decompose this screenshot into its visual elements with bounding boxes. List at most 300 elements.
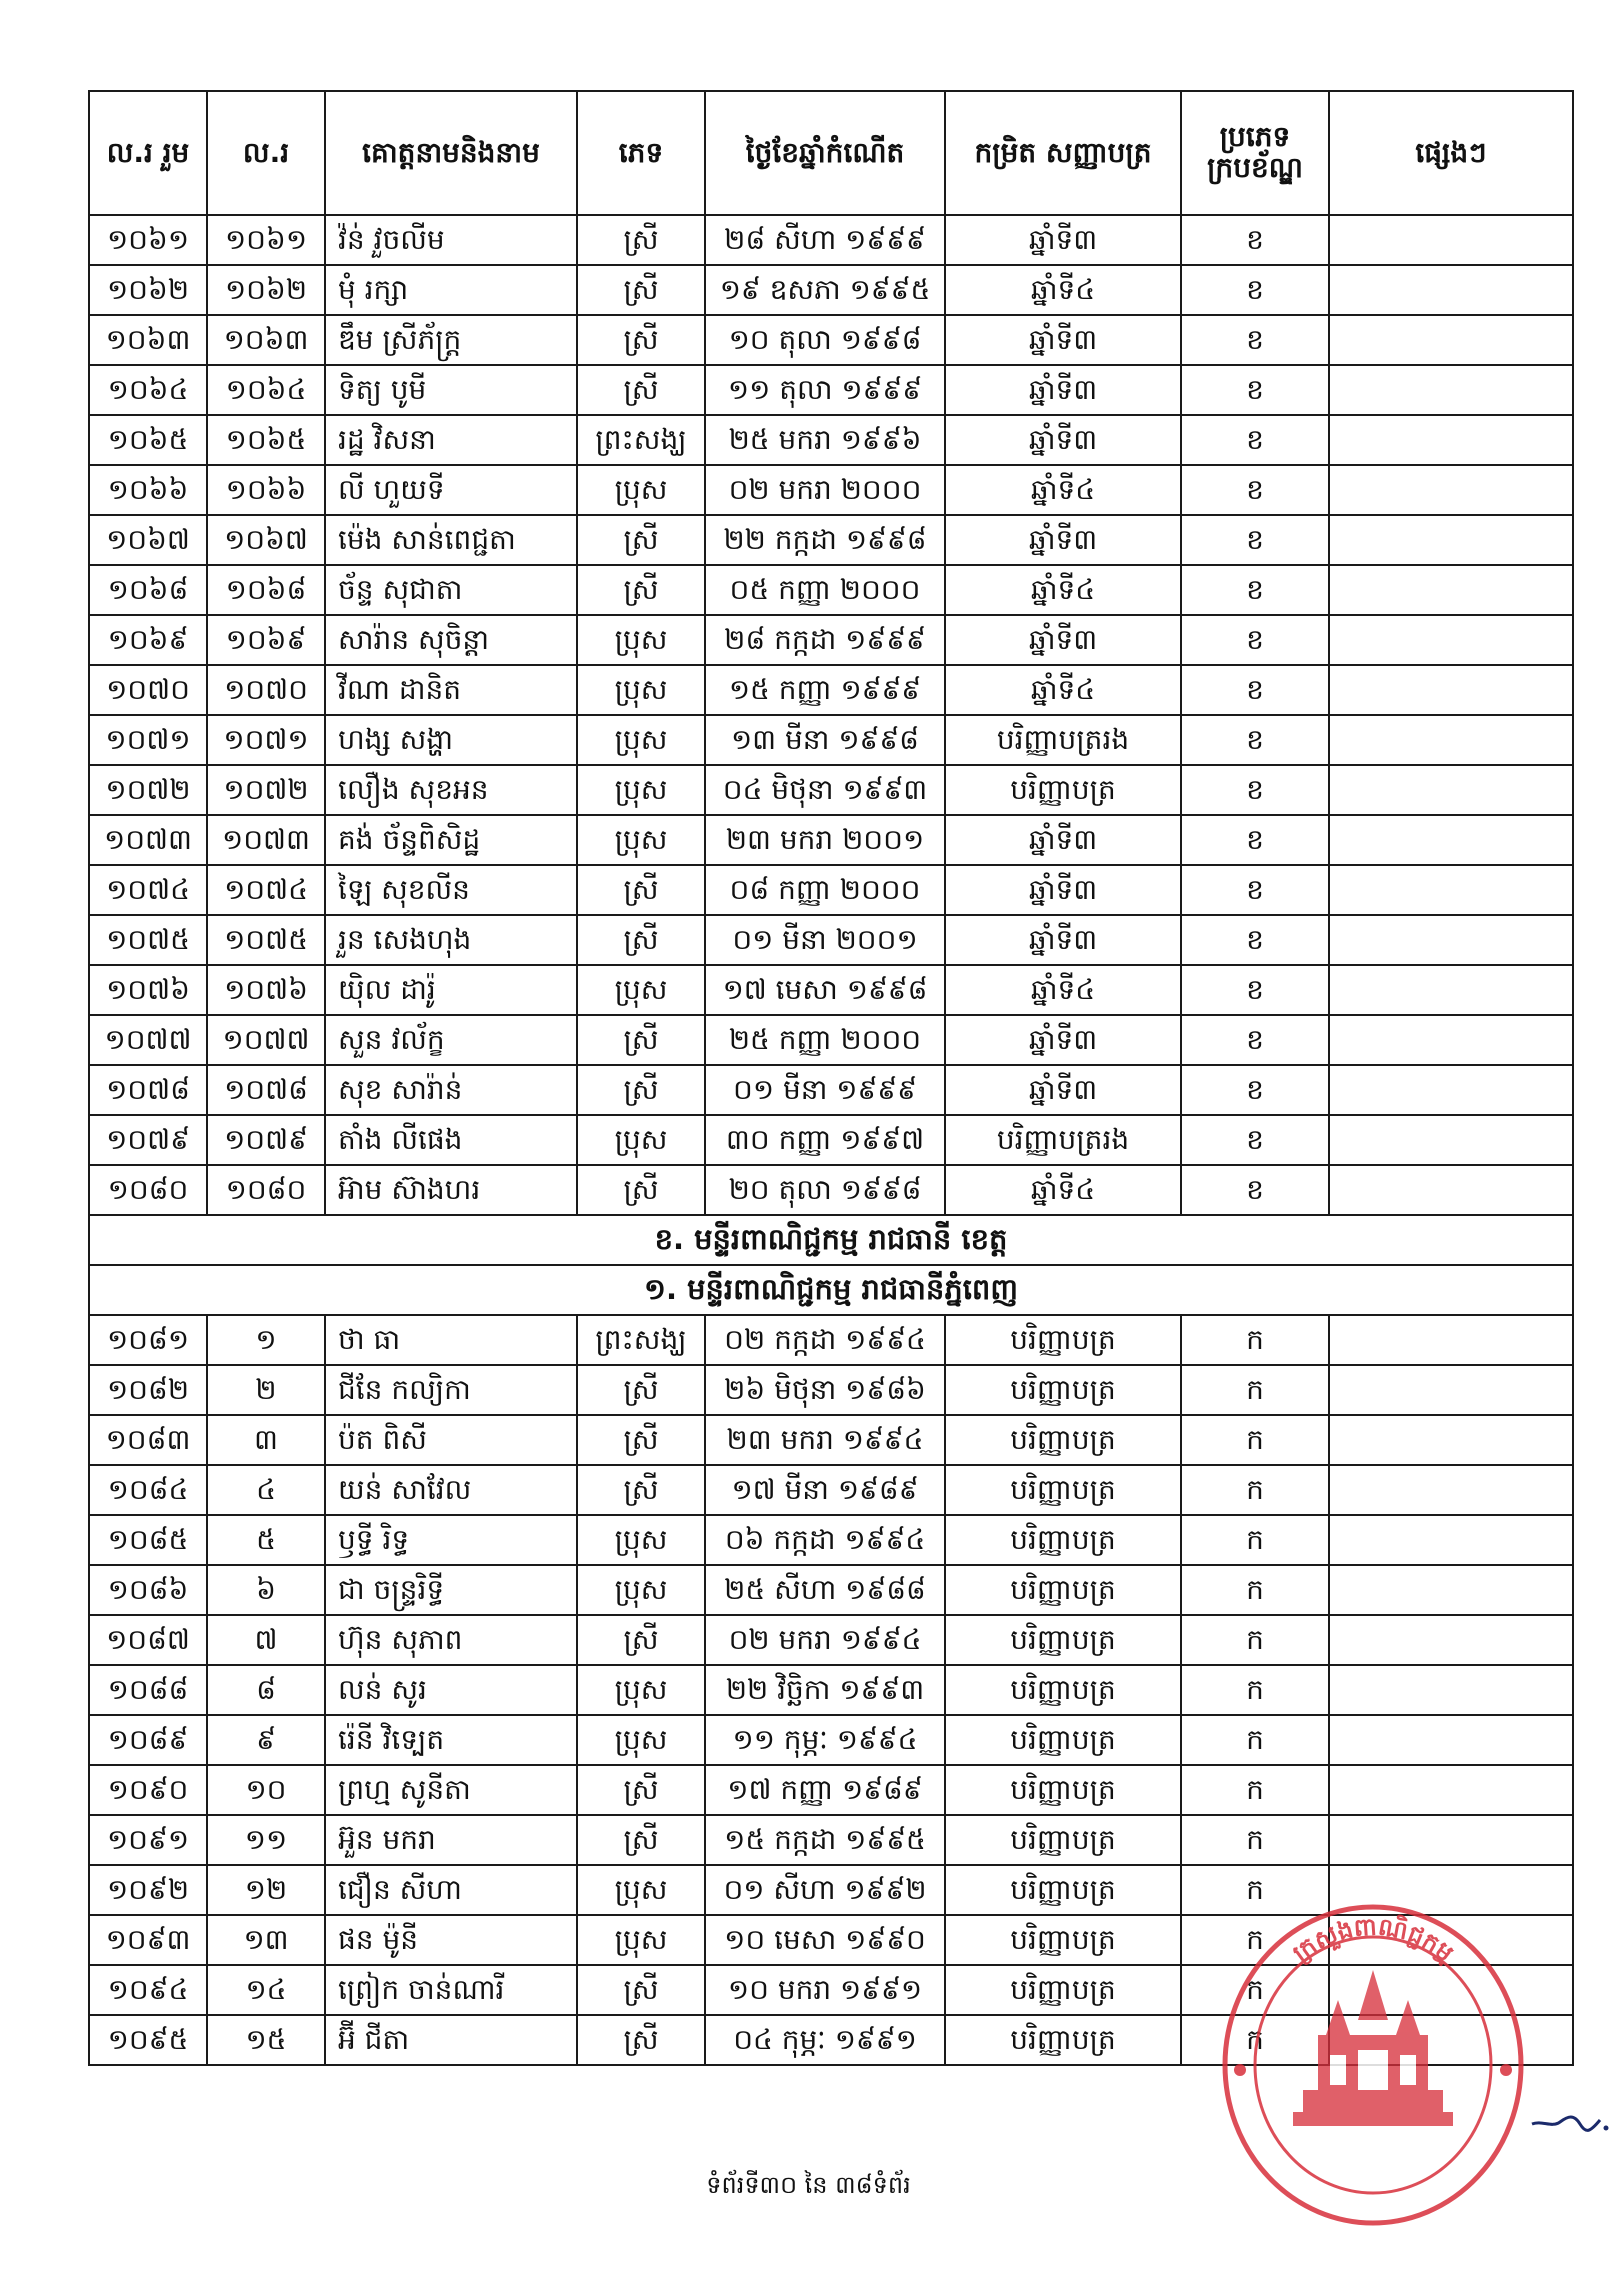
row-other-cell xyxy=(1329,1665,1573,1715)
row-total-number-cell: ១០៧០ xyxy=(89,665,207,715)
row-degree-cell: បរិញ្ញាបត្រ xyxy=(945,1765,1181,1815)
header-number: ល.រ xyxy=(207,91,325,215)
row-other-cell xyxy=(1329,565,1573,615)
row-total-number-cell: ១០៩០ xyxy=(89,1765,207,1815)
row-name-cell: ជីនែ កល្យិកា xyxy=(325,1365,577,1415)
row-category-cell: ក xyxy=(1181,1365,1329,1415)
row-total-number-cell: ១០៧៨ xyxy=(89,1065,207,1115)
row-category-cell: ក xyxy=(1181,2015,1329,2065)
row-total-number-cell: ១០៨៨ xyxy=(89,1665,207,1715)
row-name-cell: អ៊ួន មករា xyxy=(325,1815,577,1865)
row-name-cell: សុខ សារ៉ាន់ xyxy=(325,1065,577,1115)
row-dob-cell: ០៤ កុម្ភៈ ១៩៩១ xyxy=(705,2015,945,2065)
row-dob-cell: ០២ មករា ១៩៩៤ xyxy=(705,1615,945,1665)
row-category-cell: ក xyxy=(1181,1515,1329,1565)
row-total-number-cell: ១០៦៥ xyxy=(89,415,207,465)
row-sex-cell: ស្រី xyxy=(577,265,705,315)
table-row xyxy=(89,465,1573,515)
row-total-number-cell: ១០៨៦ xyxy=(89,1565,207,1615)
row-degree-cell: បរិញ្ញាបត្រ xyxy=(945,2015,1181,2065)
temple-emblem-icon xyxy=(1293,1970,1453,2126)
row-sex-cell: ស្រី xyxy=(577,1165,705,1215)
row-total-number-cell: ១០៧២ xyxy=(89,765,207,815)
table-row xyxy=(89,1165,1573,1215)
row-other-cell xyxy=(1329,915,1573,965)
row-category-cell: ក xyxy=(1181,1865,1329,1915)
row-name-cell: មុំ រក្សា xyxy=(325,265,577,315)
row-category-cell: ក xyxy=(1181,1665,1329,1715)
row-name-cell: ផន ម៉ូនី xyxy=(325,1915,577,1965)
row-category-cell: ខ xyxy=(1181,915,1329,965)
signature-mark xyxy=(1530,2102,1610,2142)
row-number-cell: ១០៦៧ xyxy=(207,515,325,565)
row-name-cell: ហង្ស សង្ហា xyxy=(325,715,577,765)
row-sex-cell: ប្រុស xyxy=(577,765,705,815)
row-dob-cell: ១១ កុម្ភៈ ១៩៩៤ xyxy=(705,1715,945,1765)
header-date-of-birth: ថ្ងៃខែឆ្នាំកំណើត xyxy=(705,91,945,215)
row-sex-cell: ប្រុស xyxy=(577,1915,705,1965)
row-total-number-cell: ១០៧៩ xyxy=(89,1115,207,1165)
row-dob-cell: ១០ មករា ១៩៩១ xyxy=(705,1965,945,2015)
row-number-cell: ១០៧៥ xyxy=(207,915,325,965)
row-other-cell xyxy=(1329,1365,1573,1415)
row-total-number-cell: ១០៦៨ xyxy=(89,565,207,615)
row-degree-cell: ឆ្នាំទី៣ xyxy=(945,415,1181,465)
row-other-cell xyxy=(1329,1765,1573,1815)
row-number-cell: ១០៦៦ xyxy=(207,465,325,515)
table-row xyxy=(89,365,1573,415)
row-degree-cell: បរិញ្ញាបត្រ xyxy=(945,1965,1181,2015)
row-other-cell xyxy=(1329,515,1573,565)
row-degree-cell: បរិញ្ញាបត្ររង xyxy=(945,715,1181,765)
row-name-cell: ទិត្យ បូមី xyxy=(325,365,577,415)
row-dob-cell: ២០ តុលា ១៩៩៨ xyxy=(705,1165,945,1215)
row-degree-cell: ឆ្នាំទី៣ xyxy=(945,515,1181,565)
row-total-number-cell: ១០៨២ xyxy=(89,1365,207,1415)
row-sex-cell: ប្រុស xyxy=(577,1665,705,1715)
row-other-cell xyxy=(1329,315,1573,365)
table-row xyxy=(89,1415,1573,1465)
row-other-cell xyxy=(1329,815,1573,865)
row-sex-cell: ប្រុស xyxy=(577,1515,705,1565)
row-dob-cell: ១៣ មីនា ១៩៩៨ xyxy=(705,715,945,765)
row-total-number-cell: ១០៦៣ xyxy=(89,315,207,365)
row-category-cell: ក xyxy=(1181,1815,1329,1865)
row-total-number-cell: ១០៧៤ xyxy=(89,865,207,915)
row-name-cell: វីណា ដានិត xyxy=(325,665,577,715)
row-total-number-cell: ១០៨៩ xyxy=(89,1715,207,1765)
row-category-cell: ខ xyxy=(1181,1015,1329,1065)
row-other-cell xyxy=(1329,1615,1573,1665)
row-dob-cell: ១០ តុលា ១៩៩៨ xyxy=(705,315,945,365)
header-total-number: ល.រ រួម xyxy=(89,91,207,215)
row-other-cell xyxy=(1329,1315,1573,1365)
row-sex-cell: ប្រុស xyxy=(577,965,705,1015)
row-total-number-cell: ១០៧៣ xyxy=(89,815,207,865)
section-heading-provincial: ខ. មន្ទីរពាណិជ្ជកម្ម រាជធានី ខេត្ត xyxy=(89,1215,1573,1265)
table-row xyxy=(89,265,1573,315)
row-dob-cell: ១៥ កញ្ញា ១៩៩៩ xyxy=(705,665,945,715)
table-row xyxy=(89,1015,1573,1065)
row-dob-cell: ០៤ មិថុនា ១៩៩៣ xyxy=(705,765,945,815)
row-number-cell: ១០ xyxy=(207,1765,325,1815)
row-other-cell xyxy=(1329,865,1573,915)
header-other: ផ្សេងៗ xyxy=(1329,91,1573,215)
row-name-cell: ថា ធា xyxy=(325,1315,577,1365)
row-sex-cell: ស្រី xyxy=(577,1815,705,1865)
row-number-cell: ១០៦១ xyxy=(207,215,325,265)
row-category-cell: ក xyxy=(1181,1315,1329,1365)
row-dob-cell: ០១ សីហា ១៩៩២ xyxy=(705,1865,945,1915)
row-degree-cell: ឆ្នាំទី៣ xyxy=(945,915,1181,965)
row-dob-cell: ០៨ កញ្ញា ២០០០ xyxy=(705,865,945,915)
row-sex-cell: ស្រី xyxy=(577,1965,705,2015)
row-number-cell: ១០៦៣ xyxy=(207,315,325,365)
row-sex-cell: ស្រី xyxy=(577,1415,705,1465)
row-total-number-cell: ១០៩២ xyxy=(89,1865,207,1915)
row-category-cell: ខ xyxy=(1181,765,1329,815)
row-sex-cell: ស្រី xyxy=(577,515,705,565)
row-total-number-cell: ១០៩៣ xyxy=(89,1915,207,1965)
row-name-cell: ច័ន្ទ សុជាតា xyxy=(325,565,577,615)
row-other-cell xyxy=(1329,965,1573,1015)
row-name-cell: ឫទ្ធី រិទ្ធ xyxy=(325,1515,577,1565)
row-degree-cell: បរិញ្ញាបត្រ xyxy=(945,1365,1181,1415)
row-name-cell: ម៉េង សាន់ពេជ្ជតា xyxy=(325,515,577,565)
row-category-cell: ខ xyxy=(1181,415,1329,465)
row-number-cell: ៦ xyxy=(207,1565,325,1615)
row-number-cell: ១០៧៩ xyxy=(207,1115,325,1165)
row-number-cell: ១០៦៩ xyxy=(207,615,325,665)
row-name-cell: ជា ចន្ទ្ររិទ្ធី xyxy=(325,1565,577,1615)
section-heading-phnom-penh: ១. មន្ទីរពាណិជ្ជកម្ម រាជធានីភ្នំពេញ xyxy=(89,1265,1573,1315)
row-dob-cell: ២៥ កញ្ញា ២០០០ xyxy=(705,1015,945,1065)
row-dob-cell: ២៣ មករា ២០០១ xyxy=(705,815,945,865)
table-row xyxy=(89,1615,1573,1665)
row-number-cell: ១០៦២ xyxy=(207,265,325,315)
row-dob-cell: ១១ តុលា ១៩៩៩ xyxy=(705,365,945,415)
row-dob-cell: ០៦ កក្កដា ១៩៩៤ xyxy=(705,1515,945,1565)
row-dob-cell: ២៥ សីហា ១៩៨៨ xyxy=(705,1565,945,1615)
row-number-cell: ៣ xyxy=(207,1415,325,1465)
row-total-number-cell: ១០៨១ xyxy=(89,1315,207,1365)
table-row xyxy=(89,1465,1573,1515)
row-degree-cell: ឆ្នាំទី៤ xyxy=(945,965,1181,1015)
row-category-cell: ខ xyxy=(1181,515,1329,565)
row-degree-cell: បរិញ្ញាបត្រ xyxy=(945,1465,1181,1515)
row-name-cell: យន់ សាវែល xyxy=(325,1465,577,1515)
row-other-cell xyxy=(1329,265,1573,315)
row-sex-cell: ស្រី xyxy=(577,865,705,915)
row-name-cell: ហ៊ុន សុភាព xyxy=(325,1615,577,1665)
row-other-cell xyxy=(1329,1415,1573,1465)
row-name-cell: អ៊ាម ស៊ាងហរ xyxy=(325,1165,577,1215)
row-dob-cell: ២៣ មករា ១៩៩៤ xyxy=(705,1415,945,1465)
row-degree-cell: បរិញ្ញាបត្រ xyxy=(945,1515,1181,1565)
row-sex-cell: ស្រី xyxy=(577,315,705,365)
row-dob-cell: ២២ កក្កដា ១៩៩៨ xyxy=(705,515,945,565)
row-number-cell: ៥ xyxy=(207,1515,325,1565)
table-row xyxy=(89,1665,1573,1715)
row-degree-cell: ឆ្នាំទី៣ xyxy=(945,315,1181,365)
row-dob-cell: ០២ មករា ២០០០ xyxy=(705,465,945,515)
row-name-cell: រួន សេងហុង xyxy=(325,915,577,965)
row-sex-cell: ប្រុស xyxy=(577,615,705,665)
row-degree-cell: ឆ្នាំទី៤ xyxy=(945,565,1181,615)
row-sex-cell: ស្រី xyxy=(577,1765,705,1815)
row-sex-cell: ស្រី xyxy=(577,1615,705,1665)
row-degree-cell: ឆ្នាំទី៣ xyxy=(945,365,1181,415)
row-degree-cell: ឆ្នាំទី៣ xyxy=(945,815,1181,865)
table-row xyxy=(89,1115,1573,1165)
row-number-cell: ១១ xyxy=(207,1815,325,1865)
row-other-cell xyxy=(1329,1515,1573,1565)
row-sex-cell: ស្រី xyxy=(577,2015,705,2065)
row-dob-cell: ០២ កក្កដា ១៩៩៤ xyxy=(705,1315,945,1365)
row-total-number-cell: ១០៨៣ xyxy=(89,1415,207,1465)
row-category-cell: ខ xyxy=(1181,465,1329,515)
row-sex-cell: ប្រុស xyxy=(577,715,705,765)
table-row xyxy=(89,515,1573,565)
row-category-cell: ខ xyxy=(1181,565,1329,615)
row-name-cell: យ៉ិល ដារ៉ូ xyxy=(325,965,577,1015)
row-dob-cell: ០៥ កញ្ញា ២០០០ xyxy=(705,565,945,615)
row-number-cell: ១០៦៤ xyxy=(207,365,325,415)
row-sex-cell: ប្រុស xyxy=(577,465,705,515)
row-degree-cell: បរិញ្ញាបត្រ xyxy=(945,1715,1181,1765)
row-total-number-cell: ១០៦៤ xyxy=(89,365,207,415)
row-total-number-cell: ១០៦៧ xyxy=(89,515,207,565)
row-dob-cell: ១៥ កក្កដា ១៩៩៥ xyxy=(705,1815,945,1865)
row-sex-cell: ស្រី xyxy=(577,365,705,415)
row-number-cell: ៧ xyxy=(207,1615,325,1665)
row-sex-cell: ប្រុស xyxy=(577,1115,705,1165)
table-row xyxy=(89,1815,1573,1865)
row-other-cell xyxy=(1329,415,1573,465)
row-name-cell: រ៉េនី វិទ្បេត xyxy=(325,1715,577,1765)
row-number-cell: ១០៧៦ xyxy=(207,965,325,1015)
row-degree-cell: បរិញ្ញាបត្រ xyxy=(945,1915,1181,1965)
row-number-cell: ១ xyxy=(207,1315,325,1365)
row-dob-cell: ២៨ កក្កដា ១៩៩៩ xyxy=(705,615,945,665)
table-row xyxy=(89,915,1573,965)
row-degree-cell: បរិញ្ញាបត្រ xyxy=(945,1865,1181,1915)
row-sex-cell: ប្រុស xyxy=(577,1565,705,1615)
row-dob-cell: ០១ មីនា ២០០១ xyxy=(705,915,945,965)
table-row xyxy=(89,1315,1573,1365)
table-row xyxy=(89,965,1573,1015)
row-total-number-cell: ១០៦៦ xyxy=(89,465,207,515)
row-degree-cell: ឆ្នាំទី៤ xyxy=(945,1165,1181,1215)
row-total-number-cell: ១០៨៤ xyxy=(89,1465,207,1515)
row-total-number-cell: ១០៨៥ xyxy=(89,1515,207,1565)
row-sex-cell: ស្រី xyxy=(577,1465,705,1515)
official-seal-stamp xyxy=(1218,1900,1528,2230)
row-number-cell: ១០៧៣ xyxy=(207,815,325,865)
table-row xyxy=(89,215,1573,265)
row-total-number-cell: ១០៩៥ xyxy=(89,2015,207,2065)
row-number-cell: ១០៧២ xyxy=(207,765,325,815)
seal-lettering: ក្រសួងពាណិជ្ជកម្ម xyxy=(1287,1912,1459,1968)
row-dob-cell: ២៦ មិថុនា ១៩៨៦ xyxy=(705,1365,945,1415)
row-number-cell: ១០៦៥ xyxy=(207,415,325,465)
table-row xyxy=(89,565,1573,615)
row-number-cell: ១០៧១ xyxy=(207,715,325,765)
row-degree-cell: បរិញ្ញាបត្រ xyxy=(945,1615,1181,1665)
row-name-cell: ប៉ត ពិសី xyxy=(325,1415,577,1465)
row-category-cell: ខ xyxy=(1181,665,1329,715)
row-total-number-cell: ១០៩១ xyxy=(89,1815,207,1865)
row-category-cell: ក xyxy=(1181,1615,1329,1665)
row-dob-cell: ១៩ ឧសភា ១៩៩៥ xyxy=(705,265,945,315)
row-category-cell: ក xyxy=(1181,1565,1329,1615)
row-other-cell xyxy=(1329,1165,1573,1215)
row-degree-cell: ឆ្នាំទី៣ xyxy=(945,1015,1181,1065)
row-name-cell: លី ហួយទី xyxy=(325,465,577,515)
table-row xyxy=(89,1065,1573,1115)
row-sex-cell: ស្រី xyxy=(577,215,705,265)
table-row xyxy=(89,1715,1573,1765)
row-name-cell: រដ្ឋ វិសនា xyxy=(325,415,577,465)
row-number-cell: ១០៨០ xyxy=(207,1165,325,1215)
row-number-cell: ៨ xyxy=(207,1665,325,1715)
section-row-phnom-penh xyxy=(89,1265,1573,1315)
row-dob-cell: ២២ វិច្ឆិកា ១៩៩៣ xyxy=(705,1665,945,1715)
row-number-cell: ១៥ xyxy=(207,2015,325,2065)
row-category-cell: ខ xyxy=(1181,365,1329,415)
row-other-cell xyxy=(1329,1715,1573,1765)
row-name-cell: ព្រៀក ចាន់ណារី xyxy=(325,1965,577,2015)
row-category-cell: ក xyxy=(1181,1965,1329,2015)
table-row xyxy=(89,865,1573,915)
row-number-cell: ១០៧៤ xyxy=(207,865,325,915)
row-degree-cell: បរិញ្ញាបត្រ xyxy=(945,1315,1181,1365)
row-name-cell: គង់ ច័ន្ទពិសិដ្ឋ xyxy=(325,815,577,865)
row-dob-cell: ២៥ មករា ១៩៩៦ xyxy=(705,415,945,465)
row-sex-cell: ស្រី xyxy=(577,1365,705,1415)
table-row xyxy=(89,415,1573,465)
row-other-cell xyxy=(1329,1115,1573,1165)
row-total-number-cell: ១០៨០ xyxy=(89,1165,207,1215)
header-full-name: គោត្តនាមនិងនាម xyxy=(325,91,577,215)
row-total-number-cell: ១០៩៤ xyxy=(89,1965,207,2015)
row-other-cell xyxy=(1329,1565,1573,1615)
row-name-cell: លន់ សូរ xyxy=(325,1665,577,1715)
row-name-cell: ព្រហ្ម សូនីតា xyxy=(325,1765,577,1815)
row-number-cell: ១០៧៧ xyxy=(207,1015,325,1065)
row-category-cell: ក xyxy=(1181,1715,1329,1765)
row-sex-cell: ប្រុស xyxy=(577,1715,705,1765)
row-category-cell: ក xyxy=(1181,1465,1329,1515)
row-category-cell: ខ xyxy=(1181,1165,1329,1215)
row-other-cell xyxy=(1329,615,1573,665)
row-number-cell: ១២ xyxy=(207,1865,325,1915)
row-name-cell: តាំង លីផេង xyxy=(325,1115,577,1165)
row-degree-cell: បរិញ្ញាបត្រ xyxy=(945,1415,1181,1465)
row-category-cell: ខ xyxy=(1181,965,1329,1015)
row-degree-cell: បរិញ្ញាបត្ររង xyxy=(945,1115,1181,1165)
row-degree-cell: ឆ្នាំទី៤ xyxy=(945,665,1181,715)
row-sex-cell: ព្រះសង្ឃ xyxy=(577,1315,705,1365)
row-total-number-cell: ១០៧១ xyxy=(89,715,207,765)
row-sex-cell: ប្រុស xyxy=(577,1865,705,1915)
row-category-cell: ខ xyxy=(1181,1115,1329,1165)
row-category-cell: ខ xyxy=(1181,1065,1329,1115)
row-dob-cell: ២៨ សីហា ១៩៩៩ xyxy=(705,215,945,265)
table-row xyxy=(89,665,1573,715)
row-other-cell xyxy=(1329,365,1573,415)
row-dob-cell: ១៧ មេសា ១៩៩៨ xyxy=(705,965,945,1015)
table-row xyxy=(89,1515,1573,1565)
row-number-cell: ១៤ xyxy=(207,1965,325,2015)
row-other-cell xyxy=(1329,765,1573,815)
row-dob-cell: ៣០ កញ្ញា ១៩៩៧ xyxy=(705,1115,945,1165)
row-number-cell: ១០៧០ xyxy=(207,665,325,715)
header-sex: ភេទ xyxy=(577,91,705,215)
row-degree-cell: ឆ្នាំទី៤ xyxy=(945,265,1181,315)
row-category-cell: ខ xyxy=(1181,215,1329,265)
row-category-cell: ខ xyxy=(1181,815,1329,865)
staff-list-table xyxy=(88,90,1574,2066)
row-name-cell: សួន វល័ក្ខ xyxy=(325,1015,577,1065)
table-row xyxy=(89,1565,1573,1615)
row-sex-cell: ស្រី xyxy=(577,565,705,615)
row-total-number-cell: ១០៦២ xyxy=(89,265,207,315)
row-degree-cell: បរិញ្ញាបត្រ xyxy=(945,765,1181,815)
row-name-cell: ជឿន សីហា xyxy=(325,1865,577,1915)
row-total-number-cell: ១០៦១ xyxy=(89,215,207,265)
row-number-cell: ១០៧៨ xyxy=(207,1065,325,1115)
row-category-cell: ខ xyxy=(1181,315,1329,365)
row-other-cell xyxy=(1329,715,1573,765)
row-category-cell: ខ xyxy=(1181,615,1329,665)
row-category-cell: ខ xyxy=(1181,865,1329,915)
header-degree-level: កម្រិត សញ្ញាបត្រ xyxy=(945,91,1181,215)
row-total-number-cell: ១០៦៩ xyxy=(89,615,207,665)
row-other-cell xyxy=(1329,1465,1573,1515)
row-name-cell: វ៉ន់ វួចលីម xyxy=(325,215,577,265)
row-degree-cell: បរិញ្ញាបត្រ xyxy=(945,1815,1181,1865)
row-total-number-cell: ១០៨៧ xyxy=(89,1615,207,1665)
row-sex-cell: ស្រី xyxy=(577,1065,705,1115)
row-other-cell xyxy=(1329,665,1573,715)
row-number-cell: ៩ xyxy=(207,1715,325,1765)
row-category-cell: ខ xyxy=(1181,715,1329,765)
row-category-cell: ក xyxy=(1181,1415,1329,1465)
row-other-cell xyxy=(1329,1815,1573,1865)
table-row xyxy=(89,615,1573,665)
row-sex-cell: ប្រុស xyxy=(577,815,705,865)
row-degree-cell: ឆ្នាំទី៣ xyxy=(945,215,1181,265)
row-sex-cell: ព្រះសង្ឃ xyxy=(577,415,705,465)
table-header-row xyxy=(89,91,1573,215)
row-sex-cell: ស្រី xyxy=(577,1015,705,1065)
table-row xyxy=(89,1765,1573,1815)
table-row xyxy=(89,1365,1573,1415)
row-sex-cell: ស្រី xyxy=(577,915,705,965)
row-other-cell xyxy=(1329,215,1573,265)
table-body-part1 xyxy=(89,215,1573,1215)
row-dob-cell: ១០ មេសា ១៩៩០ xyxy=(705,1915,945,1965)
row-total-number-cell: ១០៧៧ xyxy=(89,1015,207,1065)
page-number-footer: ទំព័រទី៣០ នៃ ៣៨ទំព័រ xyxy=(706,2171,911,2199)
row-number-cell: ៤ xyxy=(207,1465,325,1515)
section-row-provincial xyxy=(89,1215,1573,1265)
header-category: ប្រភេទ ក្របខ័ណ្ឌ xyxy=(1181,91,1329,215)
row-category-cell: ក xyxy=(1181,1765,1329,1815)
row-total-number-cell: ១០៧៥ xyxy=(89,915,207,965)
row-degree-cell: ឆ្នាំទី៤ xyxy=(945,465,1181,515)
